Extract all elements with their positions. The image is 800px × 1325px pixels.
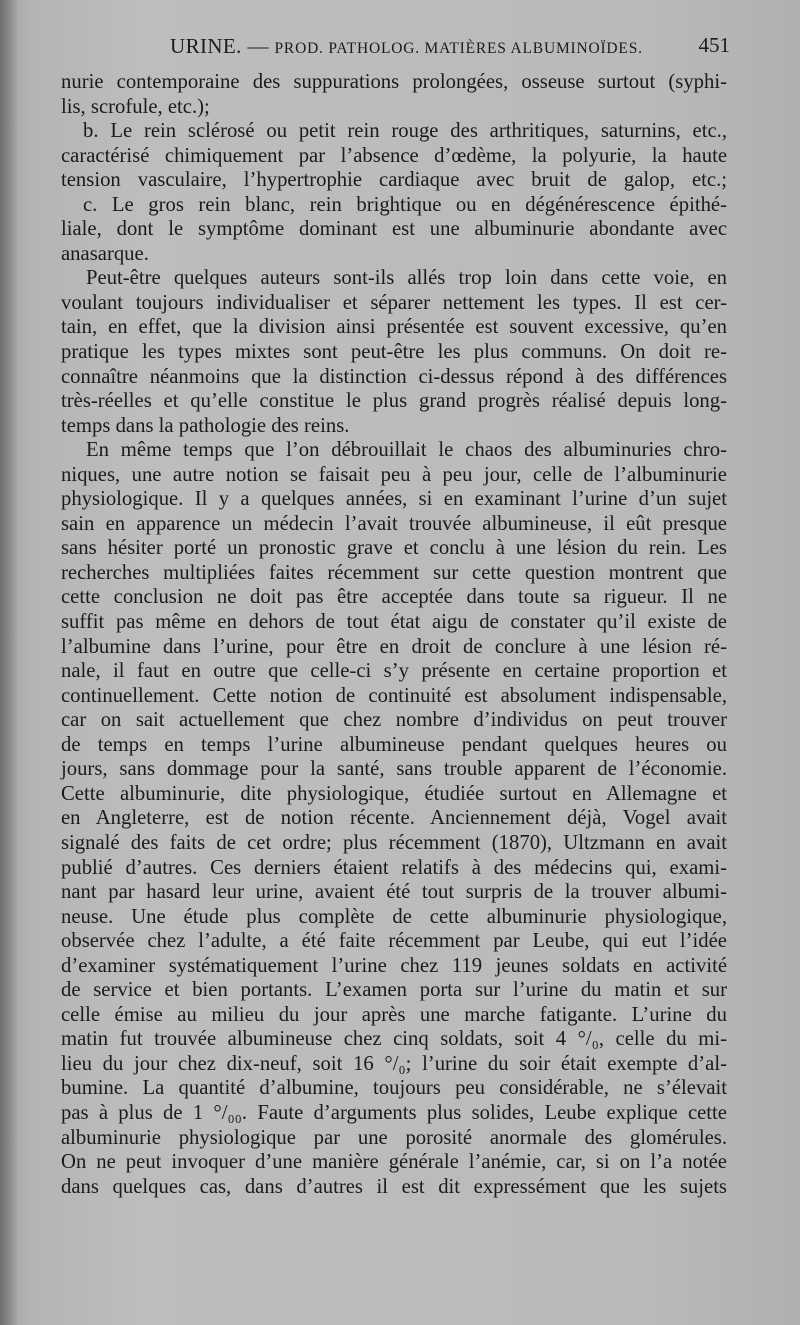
text-line: nale, il faut en outre que celle-ci s’y présente en certaine proportion et [61,660,727,683]
text-line: publié d’autres. Ces derniers étaient relatifs à des médecins qui, exami- [61,856,727,879]
running-title-main: URINE. — [170,34,275,58]
text-line: l’albumine dans l’urine, pour être en droit de conclure à une lésion ré- [61,635,727,658]
text-line: très-réelles et qu’elle constitue le plus grand progrès réalisé depuis long- [61,390,727,413]
text-line: bumine. La quantité d’albumine, toujours peu considérable, ne s’élevait [61,1077,727,1100]
text-line: continuellement. Cette notion de continuité est absolument indispensable, [61,684,727,707]
text-line: pratique les types mixtes sont peut-être les plus communs. On doit re- [61,341,727,364]
text-line: signalé des faits de cet ordre; plus récemment (1870), Ultzmann en avait [61,831,727,854]
text-line: En même temps que l’on débrouillait le chaos des albuminuries chro- [86,439,727,462]
body-text [61,70,727,1199]
text-line: suffit pas même en dehors de tout état aigu de constater qu’il existe de [61,611,727,634]
text-line: Peut-être quelques auteurs sont-ils allés trop loin dans cette voie, en [86,267,727,290]
text-line: de service et bien portants. L’examen porta sur l’urine du matin et sur [61,979,727,1002]
text-line: de temps en temps l’urine albumineuse pendant quelques heures ou [61,733,727,756]
text-line: nant par hasard leur urine, avaient été tout surpris de la trouver albumi- [61,881,727,904]
page-number: 451 [698,33,730,57]
text-line: observée chez l’adulte, a été faite récemment par Leube, qui eut l’idée [61,930,727,953]
running-header [62,30,730,64]
text-line: physiologique. Il y a quelques années, si en examinant l’urine d’un sujet [61,488,727,511]
text-line: recherches multipliées faites récemment sur cette question montrent que [61,561,727,584]
running-title-sub: PROD. PATHOLOG. MATIÈRES ALBUMINOÏDES. [274,40,643,57]
text-line: matin fut trouvée albumineuse chez cinq soldats, soit 4 °/₀, celle du mi- [61,1028,727,1051]
text-line: anasarque. [61,242,149,265]
text-line: dans quelques cas, dans d’autres il est dit expressément que les sujets [61,1175,727,1198]
text-line: lieu du jour chez dix-neuf, soit 16 °/₀; l’urine du soir était exempte d’al- [61,1052,727,1075]
text-line: d’examiner systématiquement l’urine chez 119 jeunes soldats en activité [61,954,727,977]
text-line: en Angleterre, est de notion récente. Anciennement déjà, Vogel avait [61,807,727,830]
text-line: liale, dont le symptôme dominant est une albuminurie abondante avec [61,218,727,241]
text-line: temps dans la pathologie des reins. [61,414,350,437]
text-line: connaître néanmoins que la distinction ci-dessus répond à des différences [61,365,727,388]
text-line: nurie contemporaine des suppurations prolongées, osseuse surtout (syphi- [61,71,727,93]
text-line: sain en apparence un médecin l’avait trouvée albumineuse, il eût presque [61,512,727,535]
text-line: albuminurie physiologique par une porosité anormale des glomérules. [61,1126,727,1149]
running-title [170,34,643,59]
text-line: Cette albuminurie, dite physiologique, étudiée surtout en Allemagne et [61,782,727,805]
text-line: niques, une autre notion se faisait peu à peu jour, celle de l’albuminurie [61,463,727,486]
text-line: b. Le rein sclérosé ou petit rein rouge des arthritiques, saturnins, etc., [83,120,727,143]
text-line: c. Le gros rein blanc, rein brightique ou en dégénérescence épithé- [83,193,727,216]
text-line: tain, en effet, que la division ainsi présentée est souvent excessive, qu’en [61,316,727,339]
text-line: voulant toujours individualiser et séparer nettement les types. Il est cer- [61,291,727,314]
text-line: sans hésiter porté un pronostic grave et conclu à une lésion du rein. Les [61,537,727,560]
text-line: tension vasculaire, l’hypertrophie cardiaque avec bruit de galop, etc.; [61,169,727,192]
text-line: lis, scrofule, etc.); [61,95,210,118]
text-line: cette conclusion ne doit pas être acceptée dans toute sa rigueur. Il ne [61,586,727,609]
text-line: jours, sans dommage pour la santé, sans trouble apparent de l’économie. [61,758,727,781]
text-line: celle émise au milieu du jour après une marche fatigante. L’urine du [61,1003,727,1026]
text-line: caractérisé chimiquement par l’absence d’œdème, la polyurie, la haute [61,144,727,167]
text-line: neuse. Une étude plus complète de cette albuminurie physiologique, [61,905,727,928]
page-gutter-shadow [0,0,18,1325]
text-line: On ne peut invoquer d’une manière générale l’anémie, car, si on l’a notée [61,1151,727,1174]
text-line: car on sait actuellement que chez nombre d’individus on peut trouver [61,709,727,732]
text-line: pas à plus de 1 °/₀₀. Faute d’arguments plus solides, Leube explique cette [61,1101,727,1124]
